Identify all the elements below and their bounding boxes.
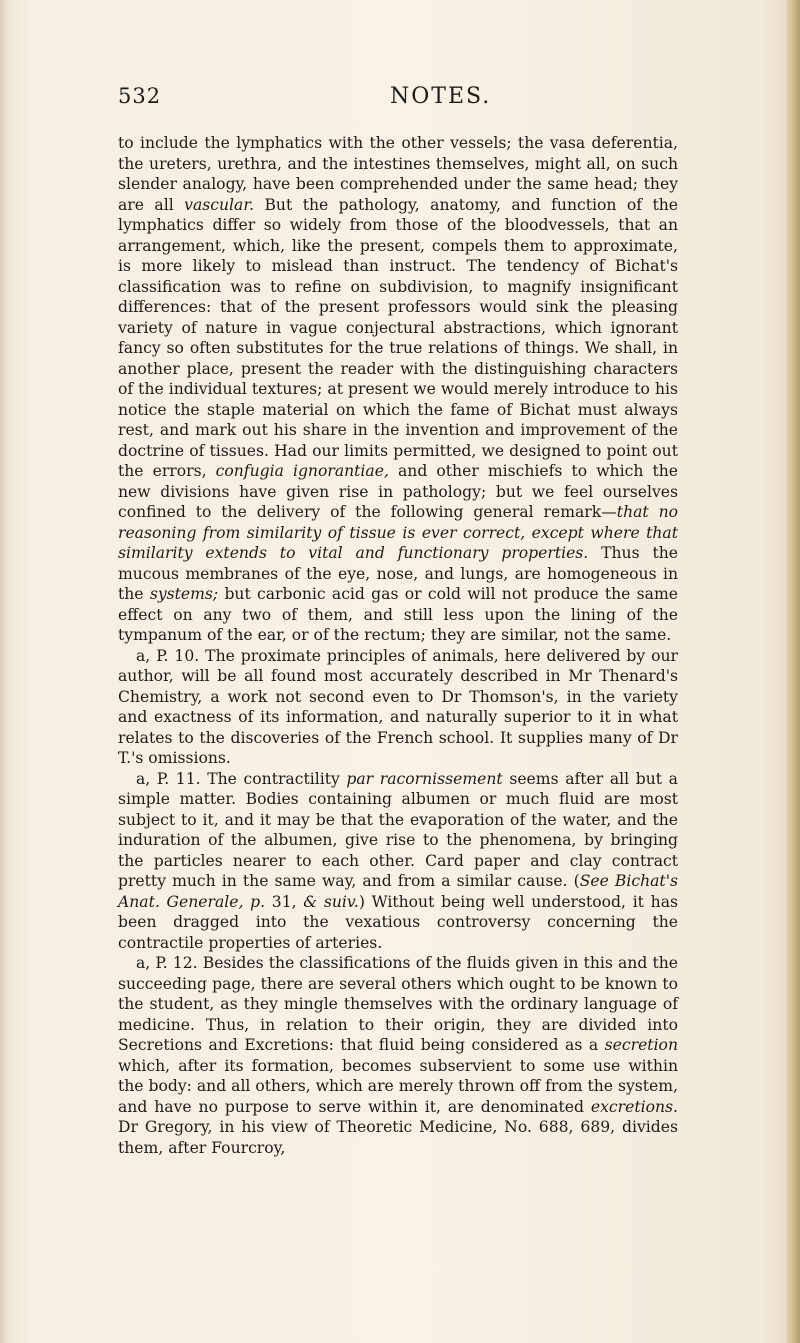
italic-run: vascular. <box>184 195 255 214</box>
page-number: 532 <box>118 84 162 108</box>
paragraph-note-p12 <box>118 953 678 1158</box>
italic-run: secretion <box>604 1036 678 1054</box>
running-title: NOTES. <box>390 84 492 109</box>
page-left-edge <box>0 0 8 1343</box>
italic-run: & suiv. <box>303 892 359 911</box>
italic-run: excretions. <box>590 1097 678 1116</box>
paragraph-note-p10 <box>118 646 678 769</box>
text-run: Dr Gregory, in his view of Theoretic Medicine, No. 688, 689, divides them, after Fourcroy, <box>118 1118 678 1157</box>
page-binding-edge <box>786 0 800 1343</box>
text-run: a, P. 12. Besides the classifications of the fluids given in this and the succeeding page, there are several others which ought to be known to the student, as they mingle themselves with the ordinary language of medicine. Thus, in relation to their origin, they are divided into Secretions and Excretions: that fluid being considered as a <box>118 954 678 1054</box>
text-run: and other mischiefs to which the new divisions have given rise in pathology; but we feel ourselves confined to the delivery of the following general remark— <box>118 462 678 521</box>
text-run: to include the lymphatics with the other vessels; the vasa deferentia, the ureters, urethra, and the intestines themselves, might all, on such slender analogy, have been comprehended under the same head; they are all <box>118 134 678 214</box>
italic-run: confugia ignorantiae, <box>215 462 389 480</box>
italic-run: that no reasoning from similarity of tissue is ever correct, except where that similarity extends to vital and functionary properties. <box>118 503 679 562</box>
text-run: a, P. 10. The proximate principles of animals, here delivered by our author, will be all found most accurately described in Mr Thenard's Chemistry, a work not second even to Dr Thomson's, in the variety and exactness of its information, and naturally superior to it in what relates to the discoveries of the French school. It supplies many of Dr T.'s omissions. <box>118 646 678 767</box>
text-run: which, after its formation, becomes subservient to some use within the body: and all others, which are merely thrown off from the system, and have no purpose to serve within it, are denominated <box>118 1056 678 1116</box>
text-run: a, P. 11. The contractility <box>136 769 347 788</box>
text-run: 31, <box>265 892 304 911</box>
paragraph-note-p11 <box>118 769 678 954</box>
body-text <box>118 133 678 1158</box>
text-run: But the pathology, anatomy, and function of the lymphatics differ so widely from those of the bloodvessels, that an arrangement, which, like the present, compels them to approximate, is more likely to mislead than instruct. The tendency of Bichat's classification was to refine on subdivision, to magnify insignificant differences: that of the present professors would sink the pleasing variety of nature in vague conjectural abstractions, which ignorant fancy so often substitutes for the true relations of things. We shall, in another place, present the reader with the distinguishing characters of the individual textures; at present we would merely introduce to his notice the staple material on which the fame of Bichat must always rest, and mark out his share in the invention and improvement of the doctrine of tissues. Had our limits permitted, we designed to point out the errors, <box>118 195 679 480</box>
text-run: ) Without being well understood, it has been dragged into the vexatious controversy concerning the contractile properties of arteries. <box>118 892 678 952</box>
text-run: but carbonic acid gas or cold will not produce the same effect on any two of them, and still less upon the lining of the tympanum of the ear, or of the rectum; they are similar, not the same. <box>118 585 678 644</box>
italic-run: systems; <box>149 585 219 603</box>
italic-run: par racornissement <box>346 769 503 788</box>
text-run: Thus the mucous membranes of the eye, nose, and lungs, are homogeneous in the <box>118 544 678 603</box>
page-header <box>118 84 674 114</box>
text-run: seems after all but a simple matter. Bodies containing albumen or much fluid are most subject to it, and it may be that the evaporation of the water, and the induration of the albumen, give rise to the phenomena, by bringing the particles nearer to each other. Card paper and clay contract pretty much in the same way, and from a similar cause. ( <box>118 769 678 890</box>
paragraph-lymphatics <box>118 133 678 646</box>
italic-run: See Bichat's Anat. Generale, p. <box>118 872 678 911</box>
